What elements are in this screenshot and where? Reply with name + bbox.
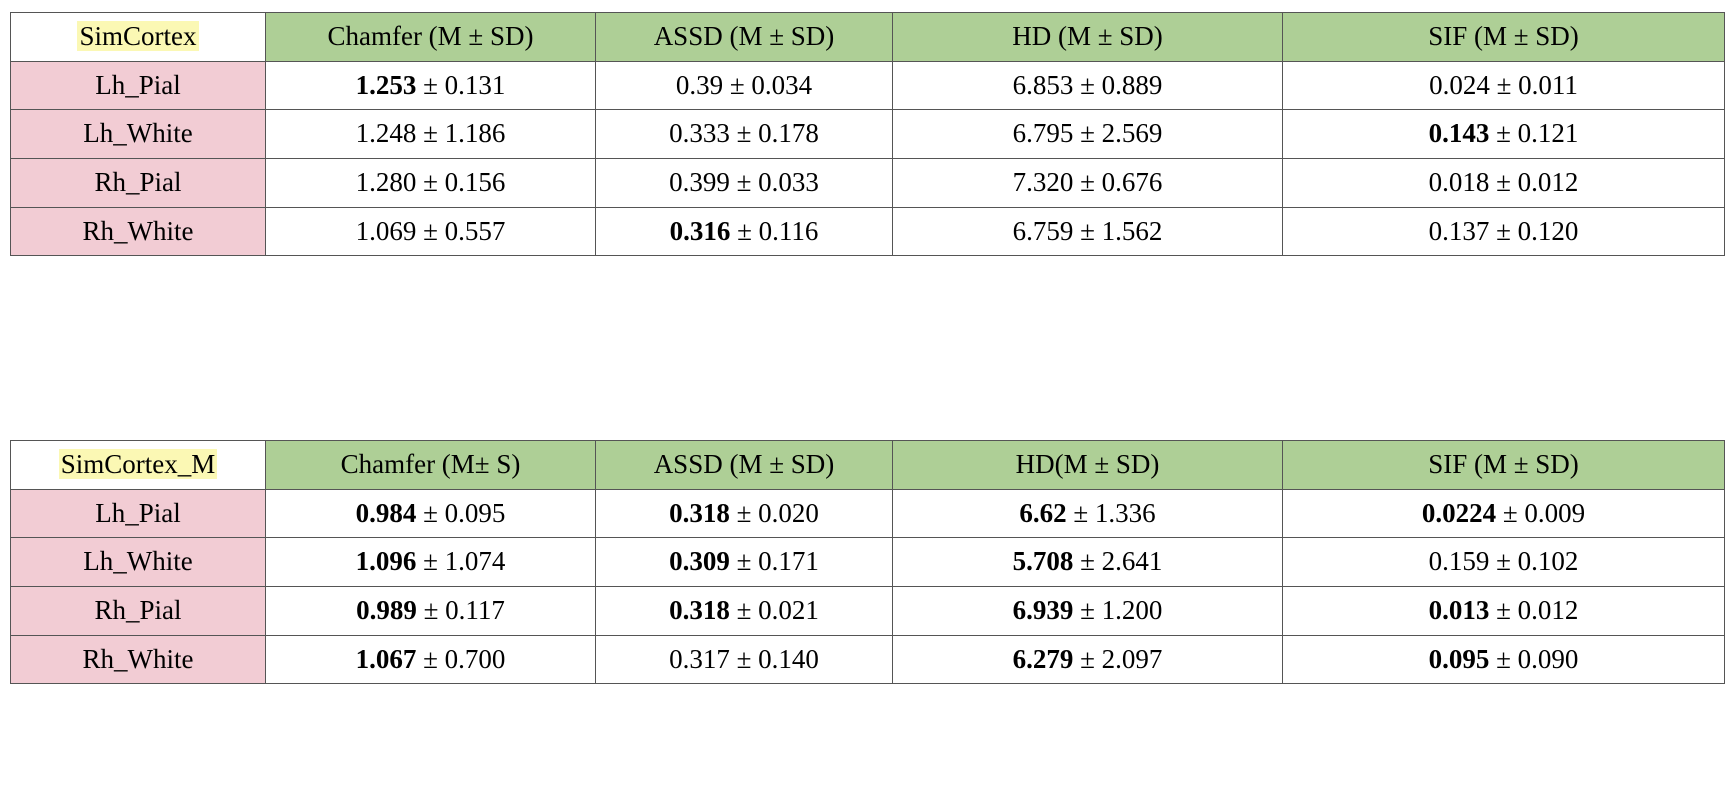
cell-sd: ± 0.140 [736, 643, 819, 674]
table-cell [1283, 489, 1725, 538]
table-cell [596, 538, 893, 587]
metrics-table-block-2 [10, 440, 1725, 684]
table-cell [596, 635, 893, 684]
table-corner-header [11, 441, 266, 490]
row-label: Lh_Pial [11, 489, 266, 538]
cell-sd: ± 0.116 [737, 215, 819, 246]
cell-mean: 5.708 [1012, 546, 1074, 577]
table-row [11, 61, 1725, 110]
cell-sd: ± 0.557 [423, 215, 506, 246]
cell-sd: ± 1.200 [1080, 595, 1163, 626]
table-cell [893, 587, 1283, 636]
cell-mean: 6.853 [1012, 69, 1074, 100]
cell-mean: 0.018 [1428, 167, 1490, 198]
table-cell [266, 587, 596, 636]
row-label: Lh_White [11, 110, 266, 159]
table-cell [1283, 110, 1725, 159]
table-cell [266, 61, 596, 110]
table-row [11, 587, 1725, 636]
cell-sd: ± 0.033 [736, 167, 819, 198]
cell-mean: 0.989 [356, 595, 417, 626]
table-cell [893, 207, 1283, 256]
cell-mean: 0.333 [669, 118, 730, 149]
column-header-assd: ASSD (M ± SD) [596, 13, 893, 62]
table-cell [893, 159, 1283, 208]
cell-mean: 0.318 [669, 497, 730, 528]
cell-mean: 0.309 [669, 546, 730, 577]
column-header-assd: ASSD (M ± SD) [596, 441, 893, 490]
cell-mean: 0.137 [1428, 215, 1490, 246]
table-row [11, 110, 1725, 159]
cell-mean: 0.013 [1428, 595, 1490, 626]
cell-sd: ± 0.020 [736, 497, 819, 528]
table-title-highlight: SimCortex_M [60, 449, 216, 479]
table-cell [893, 635, 1283, 684]
cell-sd: ± 0.012 [1496, 595, 1579, 626]
cell-sd: ± 0.095 [423, 497, 506, 528]
cell-sd: ± 0.034 [729, 69, 813, 100]
cell-mean: 1.096 [355, 546, 417, 577]
table-cell [266, 489, 596, 538]
cell-sd: ± 0.676 [1080, 167, 1163, 198]
column-header-chamfer: Chamfer (M± S) [266, 441, 596, 490]
table-corner-header [11, 13, 266, 62]
table-cell [1283, 159, 1725, 208]
table-cell [596, 587, 893, 636]
cell-sd: ± 1.186 [423, 118, 506, 149]
cell-mean: 0.0224 [1421, 497, 1497, 528]
column-header-sif: SIF (M ± SD) [1283, 441, 1725, 490]
cell-mean: 6.279 [1012, 643, 1074, 674]
cell-mean: 0.143 [1428, 118, 1490, 149]
table-cell [893, 110, 1283, 159]
cell-sd: ± 2.641 [1080, 546, 1163, 577]
cell-sd: ± 0.889 [1080, 69, 1163, 100]
cell-sd: ± 0.021 [736, 595, 819, 626]
table-cell [266, 159, 596, 208]
table-cell [1283, 207, 1725, 256]
table-header-row [11, 13, 1725, 62]
cell-mean: 6.795 [1012, 118, 1074, 149]
table-cell [893, 538, 1283, 587]
cell-mean: 0.316 [669, 215, 731, 246]
cell-mean: 1.248 [355, 118, 417, 149]
table-cell [1283, 587, 1725, 636]
column-header-sif: SIF (M ± SD) [1283, 13, 1725, 62]
table-cell [596, 110, 893, 159]
column-header-hd: HD (M ± SD) [893, 13, 1283, 62]
cell-mean: 1.280 [355, 167, 417, 198]
cell-sd: ± 0.156 [423, 167, 506, 198]
row-label: Lh_White [11, 538, 266, 587]
row-label: Rh_Pial [11, 587, 266, 636]
row-label: Rh_White [11, 207, 266, 256]
cell-mean: 1.067 [355, 643, 417, 674]
metrics-table [10, 12, 1725, 256]
cell-sd: ± 0.012 [1496, 167, 1579, 198]
cell-mean: 0.159 [1428, 546, 1490, 577]
cell-mean: 0.399 [669, 167, 730, 198]
column-header-hd: HD(M ± SD) [893, 441, 1283, 490]
table-cell [266, 110, 596, 159]
cell-mean: 0.095 [1428, 643, 1490, 674]
cell-sd: ± 0.121 [1496, 118, 1579, 149]
cell-sd: ± 1.074 [423, 546, 506, 577]
table-row [11, 489, 1725, 538]
cell-mean: 1.253 [355, 69, 417, 100]
row-label: Rh_White [11, 635, 266, 684]
cell-mean: 6.939 [1012, 595, 1074, 626]
cell-sd: ± 1.562 [1080, 215, 1163, 246]
table-row [11, 635, 1725, 684]
table-cell [893, 489, 1283, 538]
cell-sd: ± 0.090 [1496, 643, 1579, 674]
cell-mean: 0.317 [669, 643, 730, 674]
cell-mean: 0.318 [669, 595, 730, 626]
column-header-chamfer: Chamfer (M ± SD) [266, 13, 596, 62]
cell-sd: ± 0.131 [423, 69, 506, 100]
table-cell [596, 61, 893, 110]
table-cell [1283, 635, 1725, 684]
cell-mean: 7.320 [1012, 167, 1074, 198]
table-cell [266, 207, 596, 256]
cell-mean: 6.62 [1019, 497, 1067, 528]
cell-sd: ± 0.117 [423, 595, 505, 626]
row-label: Lh_Pial [11, 61, 266, 110]
cell-mean: 0.024 [1429, 69, 1490, 100]
table-cell [596, 489, 893, 538]
table-cell [893, 61, 1283, 110]
metrics-table [10, 440, 1725, 684]
cell-mean: 0.984 [355, 497, 417, 528]
metrics-table-block-1 [10, 12, 1725, 256]
table-header-row [11, 441, 1725, 490]
cell-mean: 1.069 [355, 215, 417, 246]
cell-sd: ± 2.097 [1080, 643, 1163, 674]
cell-sd: ± 0.120 [1496, 215, 1579, 246]
table-cell [596, 159, 893, 208]
cell-sd: ± 0.102 [1496, 546, 1579, 577]
table-cell [596, 207, 893, 256]
table-cell [266, 635, 596, 684]
cell-sd: ± 0.171 [736, 546, 819, 577]
row-label: Rh_Pial [11, 159, 266, 208]
table-cell [266, 538, 596, 587]
table-cell [1283, 538, 1725, 587]
table-cell [1283, 61, 1725, 110]
table-row [11, 159, 1725, 208]
cell-sd: ± 0.178 [736, 118, 819, 149]
table-row [11, 538, 1725, 587]
cell-mean: 0.39 [675, 69, 724, 100]
cell-sd: ± 0.009 [1502, 497, 1586, 528]
cell-sd: ± 0.700 [423, 643, 506, 674]
cell-sd: ± 0.011 [1496, 69, 1578, 100]
table-title-highlight: SimCortex [79, 21, 197, 51]
cell-mean: 6.759 [1012, 215, 1074, 246]
cell-sd: ± 1.336 [1073, 497, 1156, 528]
table-row [11, 207, 1725, 256]
cell-sd: ± 2.569 [1080, 118, 1163, 149]
